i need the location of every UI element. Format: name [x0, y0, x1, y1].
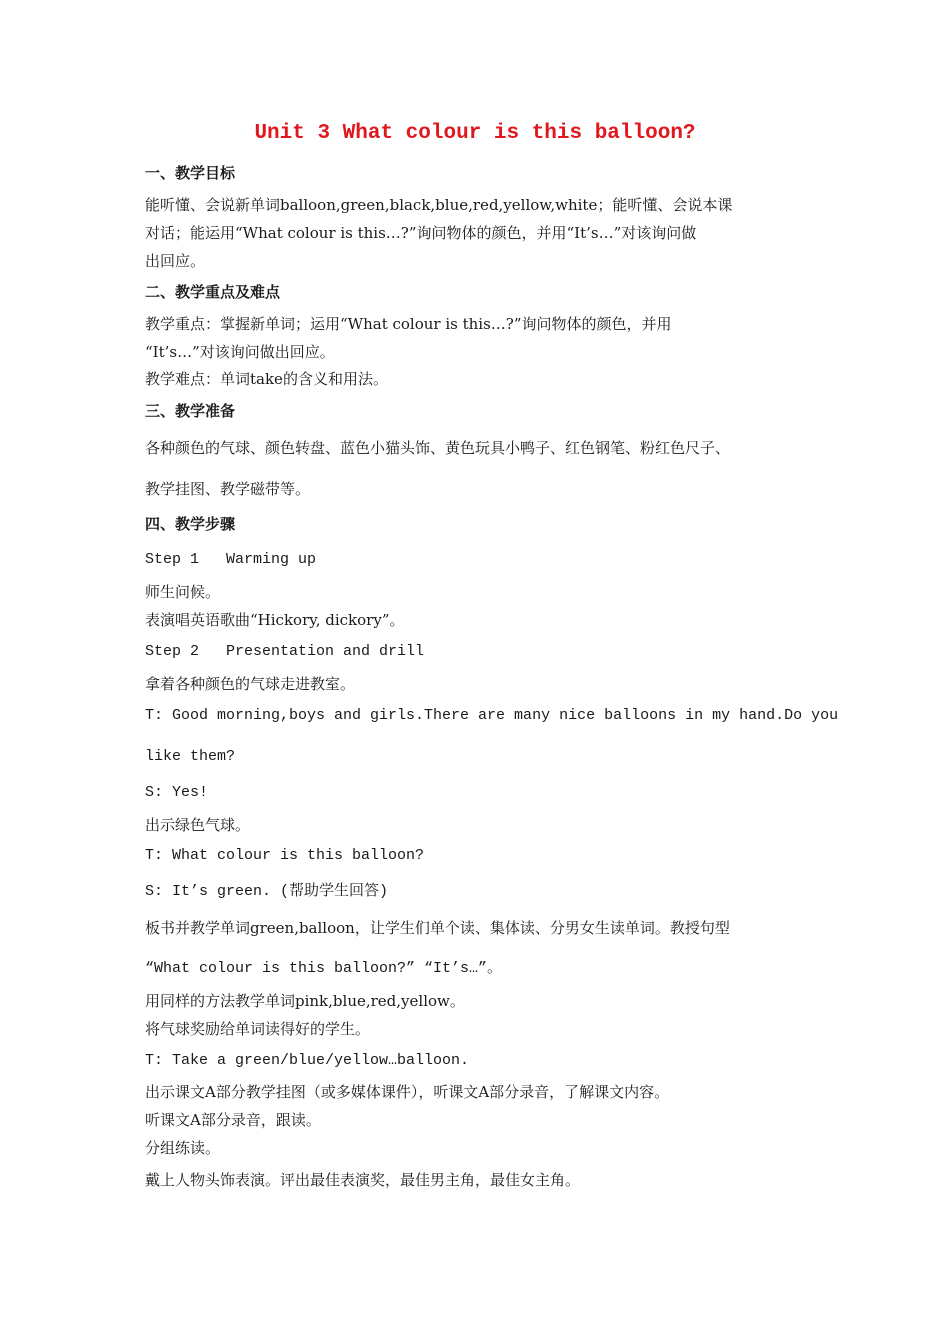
- document-title: Unit 3 What colour is this balloon?: [254, 122, 696, 145]
- heading-steps: 四、教学步骤: [145, 515, 236, 533]
- dialogue-line: S: Yes!: [145, 784, 209, 801]
- preparation-line-2: 教学挂图、教学磁带等。: [145, 480, 311, 498]
- step-line: 板书并教学单词green,balloon，让学生们单个读、集体读、分男女生读单词。教授句型: [145, 919, 730, 937]
- goal-line-3: 出回应。: [145, 252, 206, 270]
- dialogue-line: T: What colour is this balloon?: [145, 847, 425, 864]
- step-line: 出示课文A部分教学挂图（或多媒体课件），听课文A部分录音，了解课文内容。: [145, 1083, 670, 1101]
- step-line: “What colour is this balloon?” “It’s…”。: [145, 960, 503, 977]
- step-line: 拿着各种颜色的气球走进教室。: [145, 675, 356, 693]
- difficulty-line: 教学难点：单词take的含义和用法。: [145, 370, 388, 388]
- step-1-heading: Step 1 Warming up: [145, 551, 317, 568]
- step-line: 将气球奖励给单词读得好的学生。: [145, 1020, 371, 1038]
- dialogue-line: T: Take a green/blue/yellow…balloon.: [145, 1052, 470, 1069]
- step-line: 表演唱英语歌曲“Hickory, dickory”。: [145, 611, 405, 629]
- step-line: 戴上人物头饰表演。评出最佳表演奖，最佳男主角，最佳女主角。: [145, 1171, 581, 1189]
- step-line: 听课文A部分录音，跟读。: [145, 1111, 321, 1129]
- step-line: 师生问候。: [145, 583, 221, 601]
- dialogue-line: like them?: [145, 748, 236, 765]
- goal-line-1: 能听懂、会说新单词balloon,green,black,blue,red,yellow,white；能听懂、会说本课: [145, 196, 733, 214]
- preparation-line-1: 各种颜色的气球、颜色转盘、蓝色小猫头饰、黄色玩具小鸭子、红色钢笔、粉红色尺子、: [145, 439, 731, 457]
- key-point-line-2: “It’s…”对该询问做出回应。: [145, 343, 335, 361]
- heading-key-points: 二、教学重点及难点: [145, 283, 281, 301]
- goal-line-2: 对话；能运用“What colour is this…?”询问物体的颜色，并用“It’s…”对该询问做: [145, 224, 697, 242]
- step-line: 出示绿色气球。: [145, 816, 251, 834]
- step-line: 分组练读。: [145, 1139, 221, 1157]
- heading-preparation: 三、教学准备: [145, 402, 236, 420]
- step-line: 用同样的方法教学单词pink,blue,red,yellow。: [145, 992, 465, 1010]
- key-point-line-1: 教学重点：掌握新单词；运用“What colour is this…?”询问物体的颜色，并用: [145, 315, 672, 333]
- step-2-heading: Step 2 Presentation and drill: [145, 643, 425, 660]
- dialogue-line: S: It’s green. (帮助学生回答): [145, 883, 389, 900]
- heading-teaching-goals: 一、教学目标: [145, 164, 236, 182]
- dialogue-line: T: Good morning,boys and girls.There are many nice balloons in my hand.Do you: [145, 707, 839, 724]
